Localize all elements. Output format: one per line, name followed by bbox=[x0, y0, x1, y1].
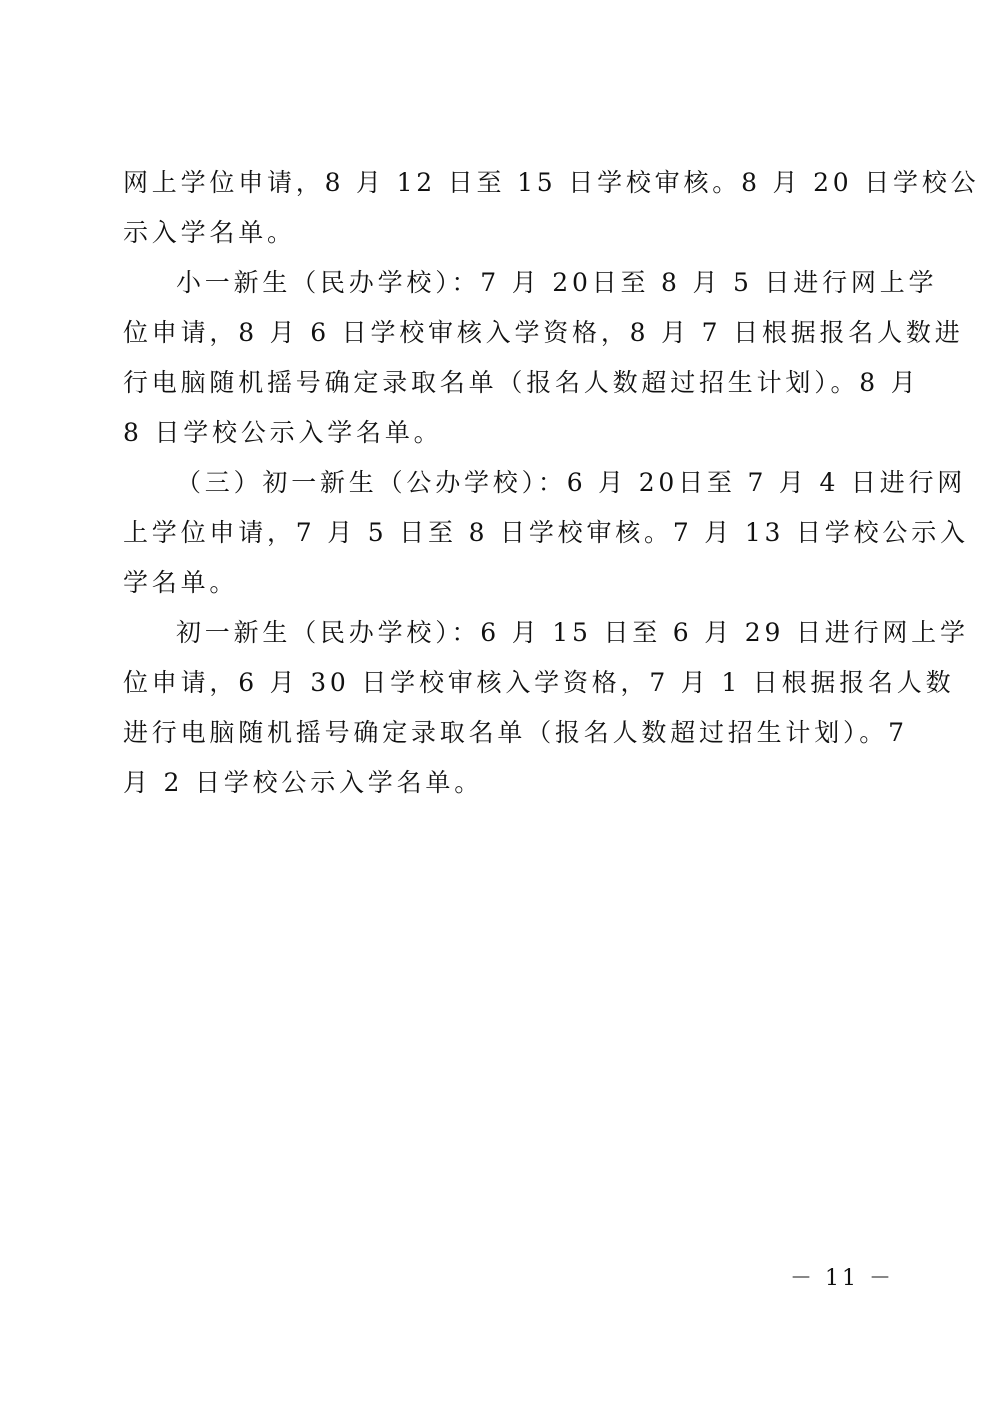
text-line-1: 网上学位申请，8 月 12 日至 15 日学校审核。8 月 20 日学校公 bbox=[123, 168, 980, 197]
text-line-3: 小一新生（民办学校）：7 月 20日至 8 月 5 日进行网上学 bbox=[176, 268, 938, 297]
text-line-5: 行电脑随机摇号确定录取名单（报名人数超过招生计划）。8 月 bbox=[123, 368, 920, 397]
page-number: － 11 － bbox=[790, 1266, 894, 1291]
text-line-12: 进行电脑随机摇号确定录取名单（报名人数超过招生计划）。7 bbox=[123, 718, 908, 747]
text-line-6: 8 日学校公示入学名单。 bbox=[123, 418, 443, 447]
text-line-8: 上学位申请，7 月 5 日至 8 日学校审核。7 月 13 日学校公示入 bbox=[123, 518, 969, 547]
text-line-11: 位申请，6 月 30 日学校审核入学资格，7 月 1 日根据报名人数 bbox=[123, 668, 955, 697]
text-line-4: 位申请，8 月 6 日学校审核入学资格，8 月 7 日根据报名人数进 bbox=[123, 318, 964, 347]
text-line-2: 示入学名单。 bbox=[123, 218, 296, 247]
text-line-7: （三）初一新生（公办学校）：6 月 20日至 7 月 4 日进行网 bbox=[176, 468, 967, 497]
text-line-9: 学名单。 bbox=[123, 568, 239, 597]
text-line-13: 月 2 日学校公示入学名单。 bbox=[123, 768, 484, 797]
text-line-10: 初一新生（民办学校）：6 月 15 日至 6 月 29 日进行网上学 bbox=[176, 618, 969, 647]
